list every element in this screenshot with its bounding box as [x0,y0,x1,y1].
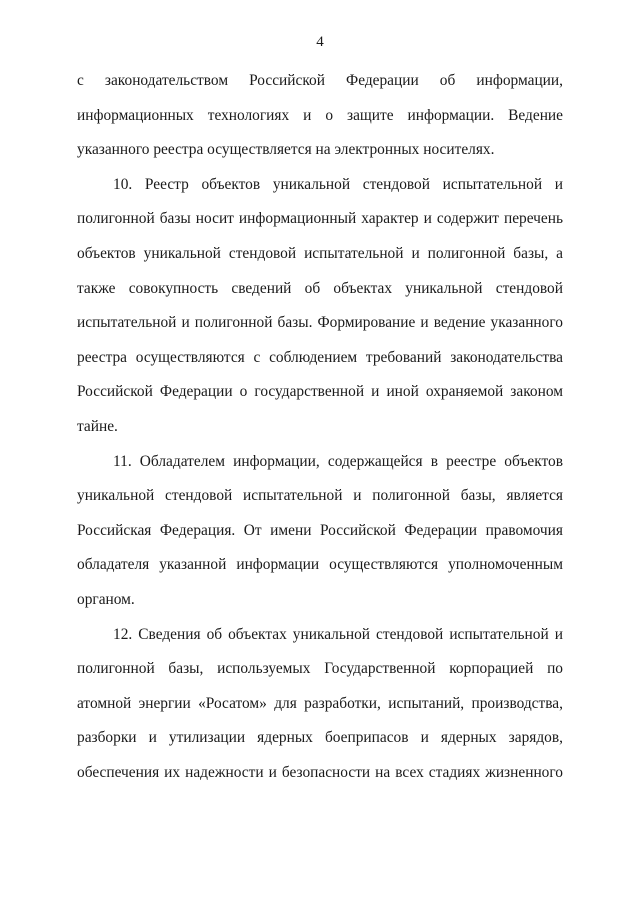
paragraph-continuation: с законодательством Российской Федерации об информации, информационных технологиях и о защите информации. Ведение указанного реестра осуществляется на электронных носителях. [77,72,563,159]
paragraph-11: 11. Обладателем информации, содержащейся в реестре объектов уникальной стендовой испытательной и полигонной базы, является Российская Федерация. От имени Российской Федерации правомочия обладателя указанной информации осуществляются уполномоченным органом. [77,452,563,608]
paragraph-10: 10. Реестр объектов уникальной стендовой испытательной и полигонной базы носит информационный характер и содержит перечень объектов уникальной стендовой испытательной и полигонной базы, а также совокупность сведений об объектах уникальной стендовой испытательной и полигонной базы. Формирование и ведение указанного реестра осуществляются с соблюдением требований законодательства Российской Федерации о государственной и иной охраняемой законом тайне. [77,175,563,435]
paragraph-12: 12. Сведения об объектах уникальной стендовой испытательной и полигонной базы, используемых Государственной корпорацией по атомной энергии «Росатом» для разработки, испытаний, производства, разборки и утилизации ядерных боеприпасов и ядерных зарядов, обеспечения их надежности и безопасности на всех стадиях жизненного [77,625,563,781]
page-number: 4 [316,34,324,50]
document-body [77,64,563,790]
